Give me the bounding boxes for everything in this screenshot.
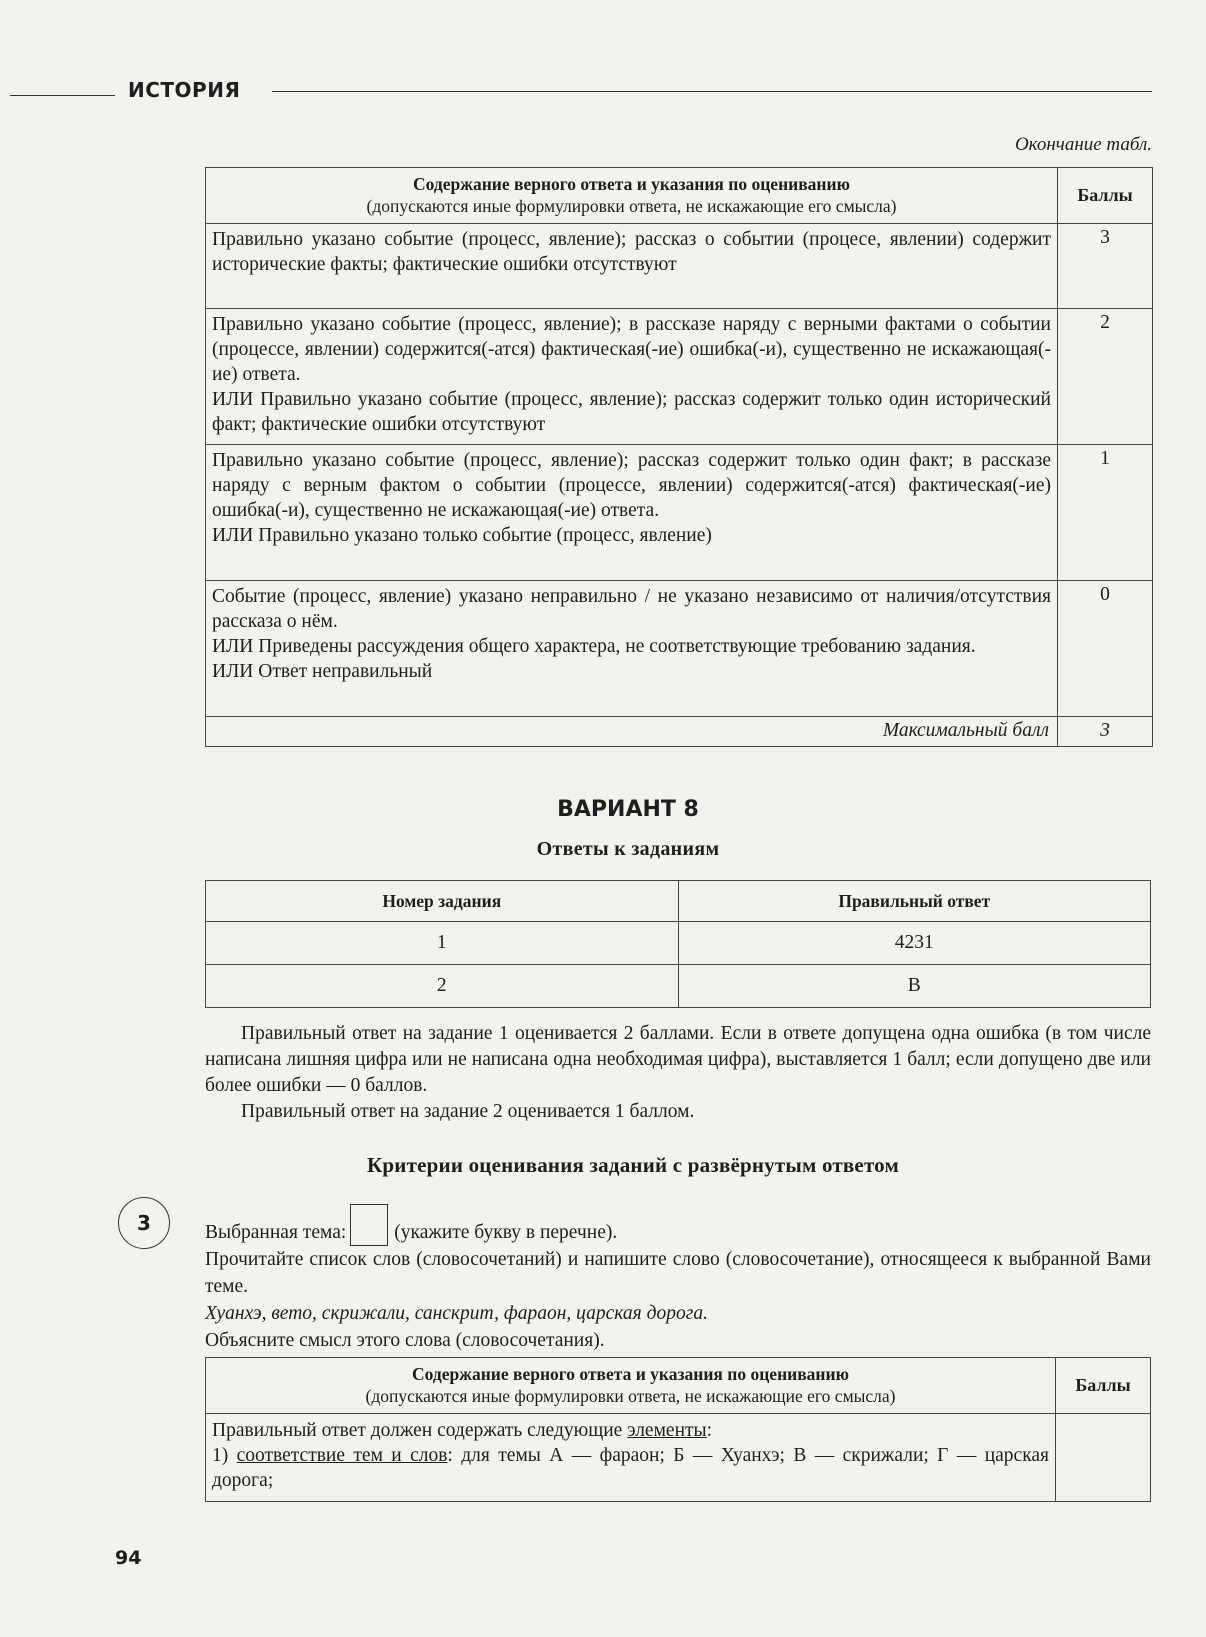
max-label: Максимальный балл (206, 717, 1058, 747)
criteria-header-bold: Содержание верного ответа и указания по оцениванию (412, 1364, 849, 1384)
criteria-points-empty (1056, 1414, 1151, 1502)
table-row (206, 965, 1151, 1008)
answer-elements-word: элементы (627, 1420, 707, 1441)
criteria-text: Событие (процесс, явление) указано неправильно / не указано независимо от наличия/отсутствия рассказа о нём. ИЛИ Приведены рассуждения общего характера, не соответствующие требованию задания. ИЛИ Ответ неправильный (206, 581, 1058, 717)
task-number-cell: 2 (206, 965, 679, 1008)
points-header: Баллы (1056, 1358, 1151, 1414)
criteria-text (206, 1414, 1056, 1502)
max-points: 3 (1058, 717, 1153, 747)
answers-col-number: Номер задания (206, 881, 679, 922)
criteria-title: Критерии оценивания заданий с развёрнутым ответом (367, 1153, 899, 1177)
page-number: 94 (115, 1547, 142, 1569)
answer-cell: 4231 (678, 922, 1151, 965)
scoring-note-p2: Правильный ответ на задание 2 оценивается 1 баллом. (241, 1101, 695, 1122)
table-row (206, 224, 1153, 309)
criteria-text: Правильно указано событие (процесс, явление); в рассказе наряду с верными фактами о событии (процессе, явлении) содержится(-атся) фактическая(-ие) ошибка(-и), существенно не искажающая(-ие) ответа. ИЛИ Правильно указано событие (процесс, явление); рассказ содержит только один исторический факт; фактические ошибки отсутствуют (206, 309, 1058, 445)
continuation-note: Окончание табл. (1014, 134, 1152, 155)
header-rule-right (272, 91, 1152, 92)
task-number-badge: 3 (118, 1197, 170, 1249)
criteria-points: 2 (1058, 309, 1153, 445)
answer-elements-colon: : (706, 1420, 713, 1441)
criteria-header-bold: Содержание верного ответа и указания по оцениванию (413, 174, 850, 194)
criteria-header-note: (допускаются иные формулировки ответа, не искажающие его смысла) (366, 196, 897, 216)
criteria-text: Правильно указано событие (процесс, явление); рассказ о событии (процесе, явлении) содержит исторические факты; фактические ошибки отсутствуют (206, 224, 1058, 309)
header-rule-left (10, 95, 115, 96)
chosen-theme-label: Выбранная тема: (205, 1222, 347, 1243)
variant-title: ВАРИАНТ 8 (557, 797, 699, 822)
max-row (206, 717, 1153, 747)
scoring-note (205, 1021, 1151, 1125)
answers-title: Ответы к заданиям (536, 838, 720, 860)
table-row (206, 581, 1153, 717)
theme-letter-box[interactable] (350, 1204, 388, 1246)
criteria-points: 0 (1058, 581, 1153, 717)
table-row (206, 922, 1151, 965)
item1-number: 1) (212, 1445, 237, 1466)
subject-title: ИСТОРИЯ (128, 78, 241, 102)
task3-explain: Объясните смысл этого слова (словосочетания). (205, 1330, 605, 1351)
chosen-theme-hint: (укажите букву в перечне). (394, 1222, 618, 1243)
criteria-points: 1 (1058, 445, 1153, 581)
task3-words: Хуанхэ, вето, скрижали, санскрит, фараон, царская дорога. (205, 1303, 708, 1324)
criteria-table-2 (205, 1357, 1151, 1502)
task3-instruction: Прочитайте список слов (словосочетаний) и напишите слово (словосочетание), относящееся к выбранной Вами теме. (205, 1249, 1151, 1297)
criteria-text: Правильно указано событие (процесс, явление); рассказ содержит только один факт; в рассказе наряду с верным фактом о событии (процессе, явлении) содержится(-атся) фактическая(-ие) ошибка(-и), существенно не искажающая(-ие) ответа. ИЛИ Правильно указано только событие (процесс, явление) (206, 445, 1058, 581)
criteria-header (206, 168, 1058, 224)
answer-elements-prefix: Правильный ответ должен содержать следующие (212, 1420, 628, 1441)
criteria-table-1 (205, 167, 1153, 747)
item1-text: : для темы А — фараон; Б — Хуанхэ; В — скрижали; Г — царская дорога; (212, 1445, 1049, 1491)
item1-title: соответствие тем и слов (236, 1445, 448, 1466)
points-header: Баллы (1058, 168, 1153, 224)
answers-table (205, 880, 1151, 1008)
answers-col-answer: Правильный ответ (678, 881, 1151, 922)
task3-body (205, 1204, 1151, 1354)
table-row (206, 309, 1153, 445)
criteria-header-note: (допускаются иные формулировки ответа, не искажающие его смысла) (365, 1386, 896, 1406)
task-number-cell: 1 (206, 922, 679, 965)
answer-cell: В (678, 965, 1151, 1008)
criteria-header (206, 1358, 1056, 1414)
table-row (206, 445, 1153, 581)
table-row (206, 1414, 1151, 1502)
scoring-note-p1: Правильный ответ на задание 1 оценивается 2 баллами. Если в ответе допущена одна ошибка (в том числе написана лишняя цифра или не написана одна необходимая цифра), выставляется 1 балл; если допущено две или более ошибки — 0 баллов. (205, 1023, 1151, 1096)
criteria-points: 3 (1058, 224, 1153, 309)
